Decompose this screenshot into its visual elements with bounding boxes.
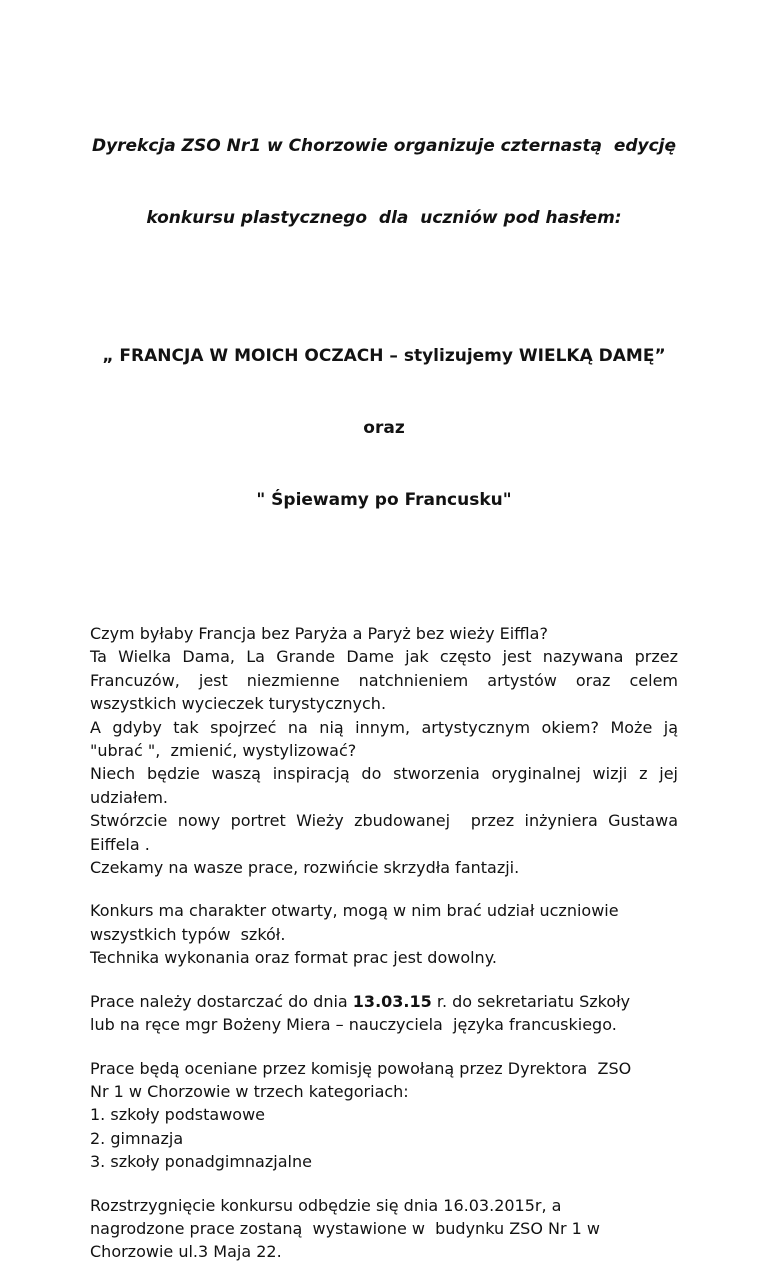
text-line xyxy=(90,1103,678,1126)
text-line xyxy=(90,1013,678,1036)
text-segment: udziałem. xyxy=(90,787,169,807)
text-line xyxy=(90,946,678,969)
text-line xyxy=(90,833,678,856)
heading-line-1: Dyrekcja ZSO Nr1 w Chorzowie organizuje czternastą edycję xyxy=(91,136,677,156)
text-segment: Technika wykonania oraz format prac jest dowolny. xyxy=(90,948,497,968)
text-segment: Nr 1 w Chorzowie w trzech kategoriach: xyxy=(90,1081,409,1101)
text-segment: Czekamy na wasze prace, rozwińcie skrzydła fantazji. xyxy=(90,858,520,878)
text-line xyxy=(90,692,678,715)
text-segment: Niech będzie waszą inspiracją do stworzenia oryginalnej wizji z jej xyxy=(90,764,678,784)
text-line xyxy=(90,739,678,762)
document-content xyxy=(90,86,678,1284)
text-segment: Francuzów, jest niezmienne natchnieniem artystów oraz celem xyxy=(90,670,678,690)
text-line xyxy=(90,1127,678,1150)
contest-title xyxy=(90,296,678,560)
text-segment: 3. szkoły ponadgimnazjalne xyxy=(90,1152,312,1172)
text-line xyxy=(90,899,678,922)
text-line xyxy=(90,645,678,668)
paragraph-results xyxy=(90,1194,678,1264)
text-line xyxy=(90,1194,678,1217)
text-line xyxy=(90,990,678,1013)
heading-line-2: konkursu plastycznego dla uczniów pod hasłem: xyxy=(146,208,622,228)
paragraph-deadline xyxy=(90,990,678,1037)
text-segment: 2. gimnazja xyxy=(90,1128,184,1148)
text-segment: Eiffela . xyxy=(90,834,150,854)
text-line xyxy=(90,786,678,809)
text-segment: nagrodzone prace zostaną wystawione w budynku ZSO Nr 1 w xyxy=(90,1218,600,1238)
text-segment: Stwórzcie nowy portret Wieży zbudowanej przez inżyniera Gustawa xyxy=(90,811,678,831)
text-line xyxy=(90,809,678,832)
title-line-main: „ FRANCJA W MOICH OCZACH – stylizujemy WIELKĄ DAMĘ” xyxy=(102,346,666,366)
text-line xyxy=(90,716,678,739)
text-segment: Czym byłaby Francja bez Paryża a Paryż bez wieży Eiffla? xyxy=(90,624,548,643)
text-line xyxy=(90,622,678,645)
text-line xyxy=(90,1080,678,1103)
text-segment: Ta Wielka Dama, La Grande Dame jak często jest nazywana przez xyxy=(90,647,678,667)
text-segment: A gdyby tak spojrzeć na nią innym, artystycznym okiem? Może ją xyxy=(90,717,678,737)
text-segment: wszystkich wycieczek turystycznych. xyxy=(90,694,387,714)
text-line xyxy=(90,856,678,879)
text-segment: Chorzowie ul.3 Maja 22. xyxy=(90,1242,282,1262)
document-heading xyxy=(90,86,678,278)
text-line xyxy=(90,923,678,946)
title-line-secondary: " Śpiewamy po Francusku" xyxy=(256,490,512,510)
text-line xyxy=(90,1150,678,1173)
paragraph-intro xyxy=(90,622,678,879)
text-segment: Rozstrzygnięcie konkursu odbędzie się dnia 16.03.2015r, a xyxy=(90,1195,562,1215)
text-line xyxy=(90,762,678,785)
document-body xyxy=(90,622,678,1264)
text-line xyxy=(90,1057,678,1080)
text-segment: Prace należy dostarczać do dnia xyxy=(90,991,353,1011)
text-segment: Prace będą oceniane przez komisję powołaną przez Dyrektora ZSO xyxy=(90,1058,632,1078)
text-line xyxy=(90,1217,678,1240)
text-line xyxy=(90,669,678,692)
text-segment: Konkurs ma charakter otwarty, mogą w nim brać udział uczniowie xyxy=(90,901,619,921)
text-segment: "ubrać ", zmienić, wystylizować? xyxy=(90,741,357,761)
text-line xyxy=(90,1240,678,1263)
text-segment: lub na ręce mgr Bożeny Miera – nauczyciela języka francuskiego. xyxy=(90,1015,617,1035)
title-line-oraz: oraz xyxy=(363,418,405,438)
bold-text-segment: 13.03.15 xyxy=(352,991,432,1011)
text-segment: r. do sekretariatu Szkoły xyxy=(431,991,631,1011)
text-segment: wszystkich typów szkół. xyxy=(90,924,286,944)
paragraph-rules xyxy=(90,899,678,969)
text-segment: 1. szkoły podstawowe xyxy=(90,1105,265,1125)
paragraph-categories xyxy=(90,1057,678,1174)
